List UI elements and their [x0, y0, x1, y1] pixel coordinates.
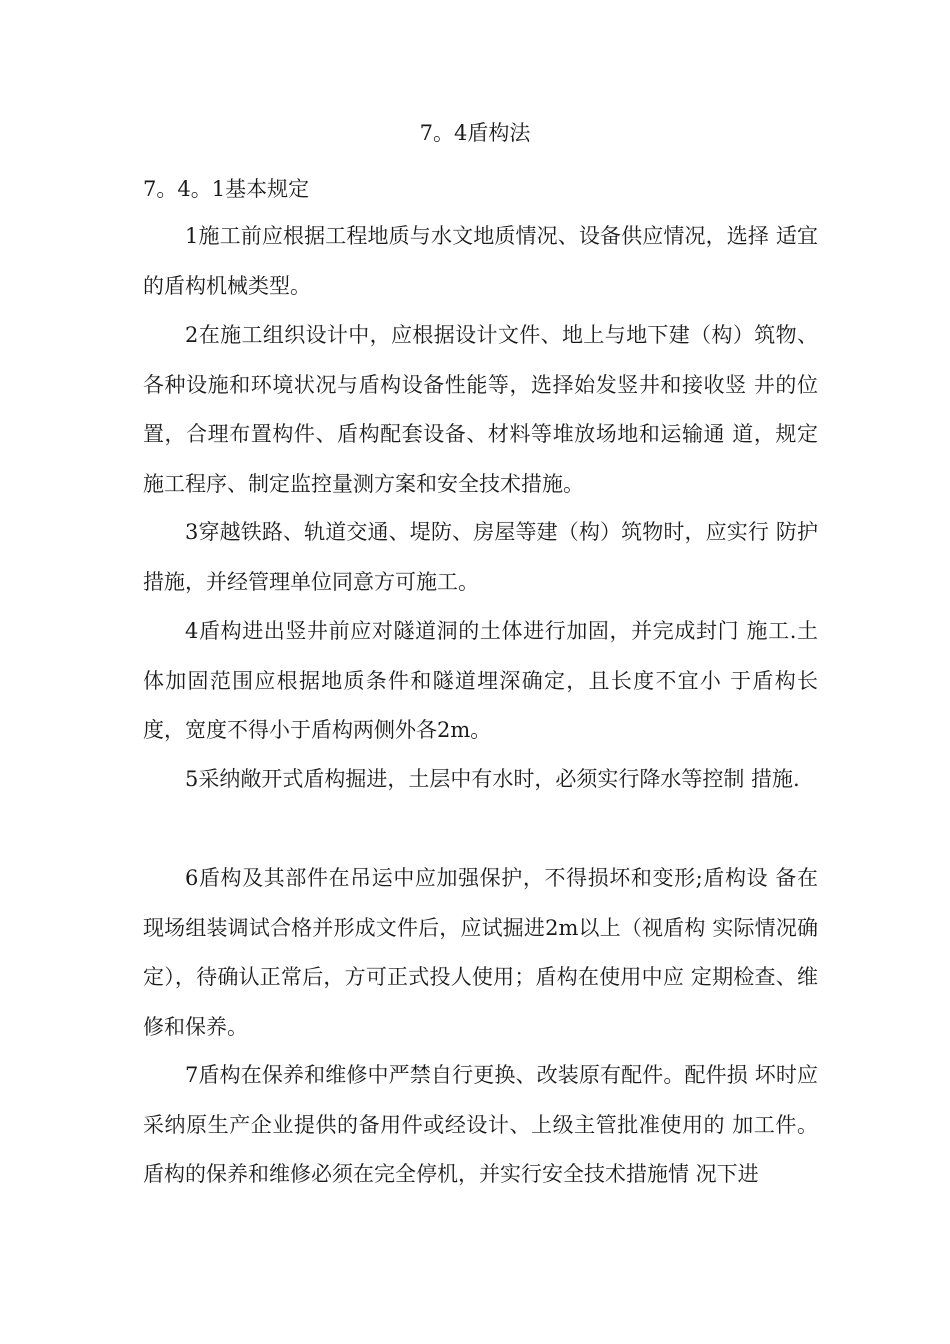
paragraph-3: 3穿越铁路、轨道交通、堤防、房屋等建（构）筑物时，应实行 防护措施，并经管理单位同意方可施工。	[143, 520, 818, 594]
paragraph-7: 7盾构在保养和维修中严禁自行更换、改装原有配件。配件损 坏时应采纳原生产企业提供的备用件或经设计、上级主管批准使用的 加工件。盾构的保养和维修必须在完全停机，并实行安全技术措施情 况下进	[143, 1063, 818, 1186]
paragraph-5: 5采纳敞开式盾构掘进，土层中有水时，必须实行降水等控制 措施.	[185, 767, 800, 791]
subsection-heading: 7。4。1基本规定	[143, 177, 310, 201]
section-title: 7。4盾构法	[419, 121, 531, 145]
paragraph-1: 1施工前应根据工程地质与水文地质情况、设备供应情况，选择 适宜的盾构机械类型。	[143, 224, 818, 298]
paragraph-4: 4盾构进出竖井前应对隧道洞的土体进行加固，并完成封门 施工.土体加固范围应根据地质条件和隧道埋深确定，且长度不宜小 于盾构长度，宽度不得小于盾构两侧外各2m。	[143, 619, 818, 742]
paragraph-2: 2在施工组织设计中，应根据设计文件、地上与地下建（构）筑物、各种设施和环境状况与盾构设备性能等，选择始发竖井和接收竖 井的位置，合理布置构件、盾构配套设备、材料等堆放场地和运输通 道，规定施工程序、制定监控量测方案和安全技术措施。	[143, 323, 818, 496]
paragraph-6: 6盾构及其部件在吊运中应加强保护，不得损坏和变形;盾构设 备在现场组装调试合格并形成文件后，应试掘进2m以上（视盾构 实际情况确定），待确认正常后，方可正式投人使用；盾构在使用中应 定期检查、维修和保养。	[143, 866, 818, 1039]
